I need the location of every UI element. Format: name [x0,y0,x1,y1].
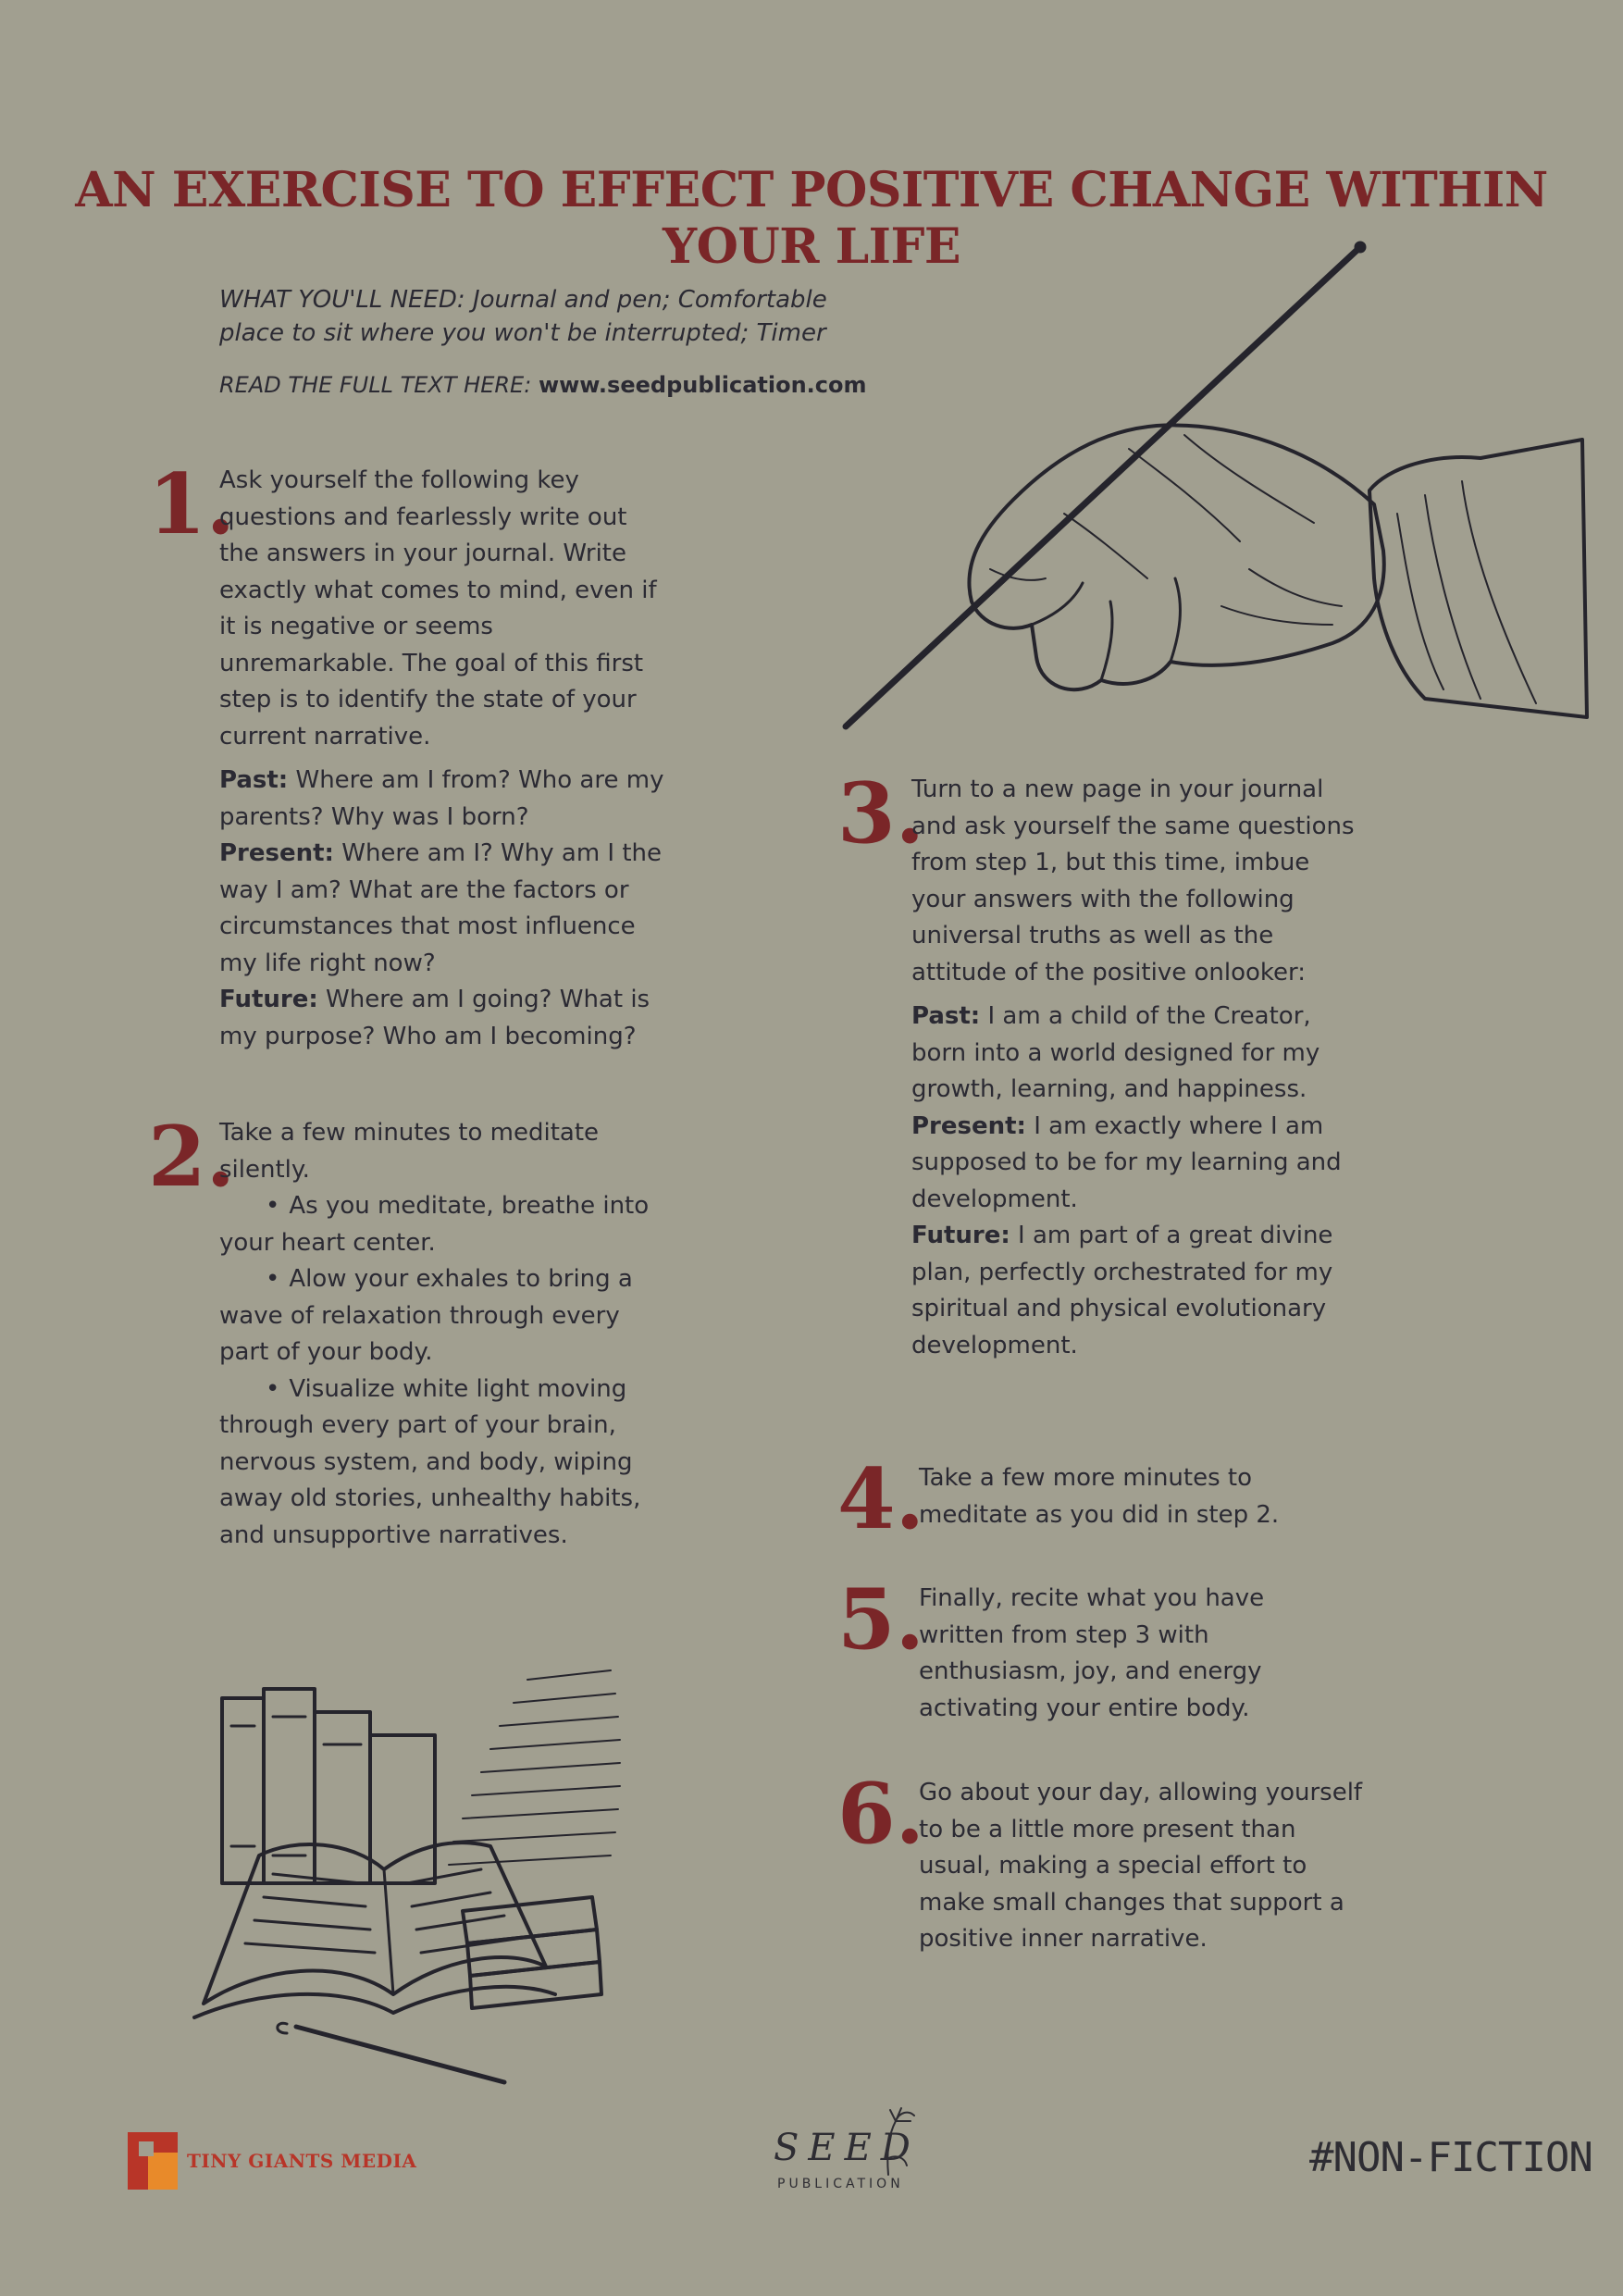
list-item: • As you meditate, breathe into your heart center. [219,1188,673,1261]
page-title: AN EXERCISE TO EFFECT POSITIVE CHANGE WITHIN YOUR LIFE [75,162,1548,275]
present-text: I am exactly where I am supposed to be for my learning and development. [911,1111,1342,1213]
step-number: 5. [837,1570,924,1669]
genre-hashtag: #NON-FICTION [1309,2134,1592,2181]
future-text: Where am I going? What is my purpose? Who am I becoming? [219,986,650,1050]
step-body [919,1581,1326,1727]
step-past [219,763,668,836]
future-label: Future: [219,986,318,1013]
step-body [911,772,1369,1364]
step-intro: Take a few minutes to meditate silently. [219,1119,600,1184]
future-text: I am part of a great divine plan, perfectly orchestrated for my spiritual and physical evolutionary development. [911,1222,1333,1359]
past-label: Past: [219,766,289,794]
step-number: 6. [837,1765,924,1863]
step-intro: Turn to a new page in your journal and ask yourself the same questions from step 1, but this time, imbue your answers with the following universal truths as well as the attitude of the positive onlooker: [911,776,1355,987]
step-future [911,1218,1369,1364]
step-intro: Finally, recite what you have written from step 3 with enthusiasm, joy, and energy activating your entire body. [919,1584,1265,1722]
step-present [911,1109,1369,1219]
read-full-label: READ THE FULL TEXT HERE: [219,372,532,398]
present-label: Present: [911,1111,1026,1140]
past-text: I am a child of the Creator, born into a world designed for my growth, learning, and happiness. [911,1002,1320,1103]
step-past [911,999,1369,1109]
tiny-giants-logo-icon [128,2132,178,2190]
step-body [219,1115,673,1554]
books-illustration [185,1661,629,2096]
step-body [919,1775,1372,1958]
step-intro: Take a few more minutes to meditate as you did in step 2. [919,1464,1280,1529]
step-number: 1. [148,455,235,553]
seed-brand: SEED [774,2127,920,2169]
read-full-text [219,372,886,398]
step-present [219,836,668,982]
what-you-need: WHAT YOU'LL NEED: Journal and pen; Comfortable place to sit where you won't be interrupted; Timer [219,286,827,347]
step-future [219,982,668,1055]
hand-with-pen-illustration [833,236,1601,754]
past-text: Where am I from? Who are my parents? Why was I born? [219,766,664,831]
step-body [919,1460,1326,1533]
past-label: Past: [911,1002,981,1030]
list-item: • Alow your exhales to bring a wave of relaxation through every part of your body. [219,1261,673,1371]
step-intro: Ask yourself the following key questions and fearlessly write out the answers in your journal. Write exactly what comes to mind, even if it is negative or seems unremarkable. The goal of this first step is to identify the state of your current narrative. [219,466,657,751]
read-full-url[interactable]: www.seedpublication.com [538,372,867,398]
step-body [219,463,668,1055]
step-number: 3. [837,764,924,863]
tiny-giants-media-brand: TINY GIANTS MEDIA [187,2150,417,2172]
list-item: • Visualize white light moving through every part of your brain, nervous system, and body, wiping away old stories, unhealthy habits, and unsupportive narratives. [219,1371,673,1555]
step-number: 2. [148,1108,235,1206]
step-number: 4. [837,1450,924,1548]
seed-flower-icon [870,2103,925,2177]
present-text: Where am I? Why am I the way I am? What are the factors or circumstances that most influence my life right now? [219,839,663,977]
present-label: Present: [219,839,334,867]
seed-publication-sub: PUBLICATION [777,2177,904,2191]
future-label: Future: [911,1222,1010,1249]
step-intro: Go about your day, allowing yourself to be a little more present than usual, making a special effort to make small changes that support a positive inner narrative. [919,1779,1363,1953]
